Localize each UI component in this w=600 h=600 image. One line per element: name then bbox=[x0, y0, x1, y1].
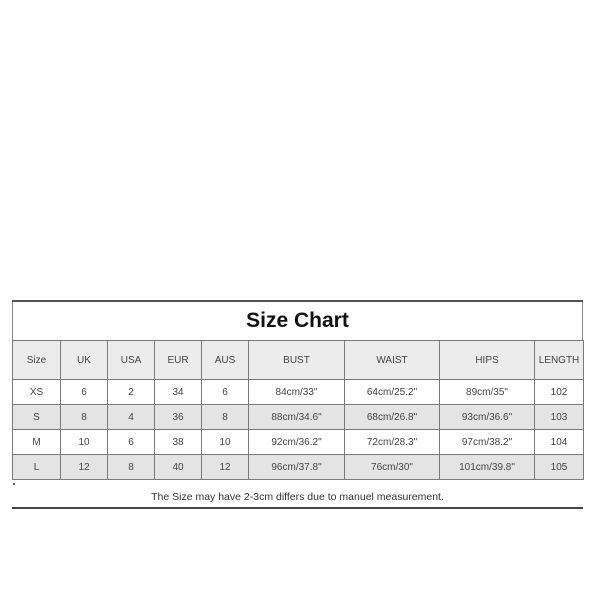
table-row bbox=[13, 455, 584, 480]
column-header-length: LENGTH bbox=[535, 341, 584, 380]
cell-bust: 84cm/33" bbox=[249, 380, 345, 405]
cell-bust: 92cm/36.2" bbox=[249, 430, 345, 455]
cell-length: 105 bbox=[535, 455, 584, 480]
cell-waist: 68cm/26.8" bbox=[345, 405, 440, 430]
cell-uk: 6 bbox=[61, 380, 108, 405]
table-header-row bbox=[13, 341, 584, 380]
column-header-waist: WAIST bbox=[345, 341, 440, 380]
table-row bbox=[13, 430, 584, 455]
cell-aus: 10 bbox=[202, 430, 249, 455]
table-row bbox=[13, 380, 584, 405]
cell-length: 104 bbox=[535, 430, 584, 455]
cell-aus: 6 bbox=[202, 380, 249, 405]
cell-bust: 88cm/34.6" bbox=[249, 405, 345, 430]
cell-hips: 89cm/35" bbox=[440, 380, 535, 405]
table-row bbox=[13, 405, 584, 430]
cell-usa: 6 bbox=[108, 430, 155, 455]
cell-size: S bbox=[13, 405, 61, 430]
column-header-size: Size bbox=[13, 341, 61, 380]
cell-hips: 97cm/38.2" bbox=[440, 430, 535, 455]
measurement-note: The Size may have 2-3cm differs due to manuel measurement. bbox=[151, 491, 444, 503]
cell-usa: 4 bbox=[108, 405, 155, 430]
cell-bust: 96cm/37.8" bbox=[249, 455, 345, 480]
cell-usa: 2 bbox=[108, 380, 155, 405]
cell-eur: 40 bbox=[155, 455, 202, 480]
cell-length: 102 bbox=[535, 380, 584, 405]
cell-aus: 8 bbox=[202, 405, 249, 430]
cell-size: XS bbox=[13, 380, 61, 405]
cell-uk: 10 bbox=[61, 430, 108, 455]
cell-aus: 12 bbox=[202, 455, 249, 480]
column-header-bust: BUST bbox=[249, 341, 345, 380]
column-header-uk: UK bbox=[61, 341, 108, 380]
column-header-hips: HIPS bbox=[440, 341, 535, 380]
corner-mark bbox=[13, 483, 15, 485]
cell-waist: 76cm/30" bbox=[345, 455, 440, 480]
cell-waist: 64cm/25.2" bbox=[345, 380, 440, 405]
cell-eur: 36 bbox=[155, 405, 202, 430]
cell-hips: 93cm/36.6" bbox=[440, 405, 535, 430]
cell-size: M bbox=[13, 430, 61, 455]
cell-uk: 8 bbox=[61, 405, 108, 430]
cell-hips: 101cm/39.8" bbox=[440, 455, 535, 480]
column-header-usa: USA bbox=[108, 341, 155, 380]
cell-eur: 34 bbox=[155, 380, 202, 405]
size-chart bbox=[12, 300, 583, 509]
cell-eur: 38 bbox=[155, 430, 202, 455]
cell-uk: 12 bbox=[61, 455, 108, 480]
column-header-aus: AUS bbox=[202, 341, 249, 380]
cell-size: L bbox=[13, 455, 61, 480]
column-header-eur: EUR bbox=[155, 341, 202, 380]
size-table bbox=[12, 340, 584, 480]
cell-waist: 72cm/28.3" bbox=[345, 430, 440, 455]
cell-length: 103 bbox=[535, 405, 584, 430]
size-chart-title: Size Chart bbox=[12, 302, 583, 340]
cell-usa: 8 bbox=[108, 455, 155, 480]
